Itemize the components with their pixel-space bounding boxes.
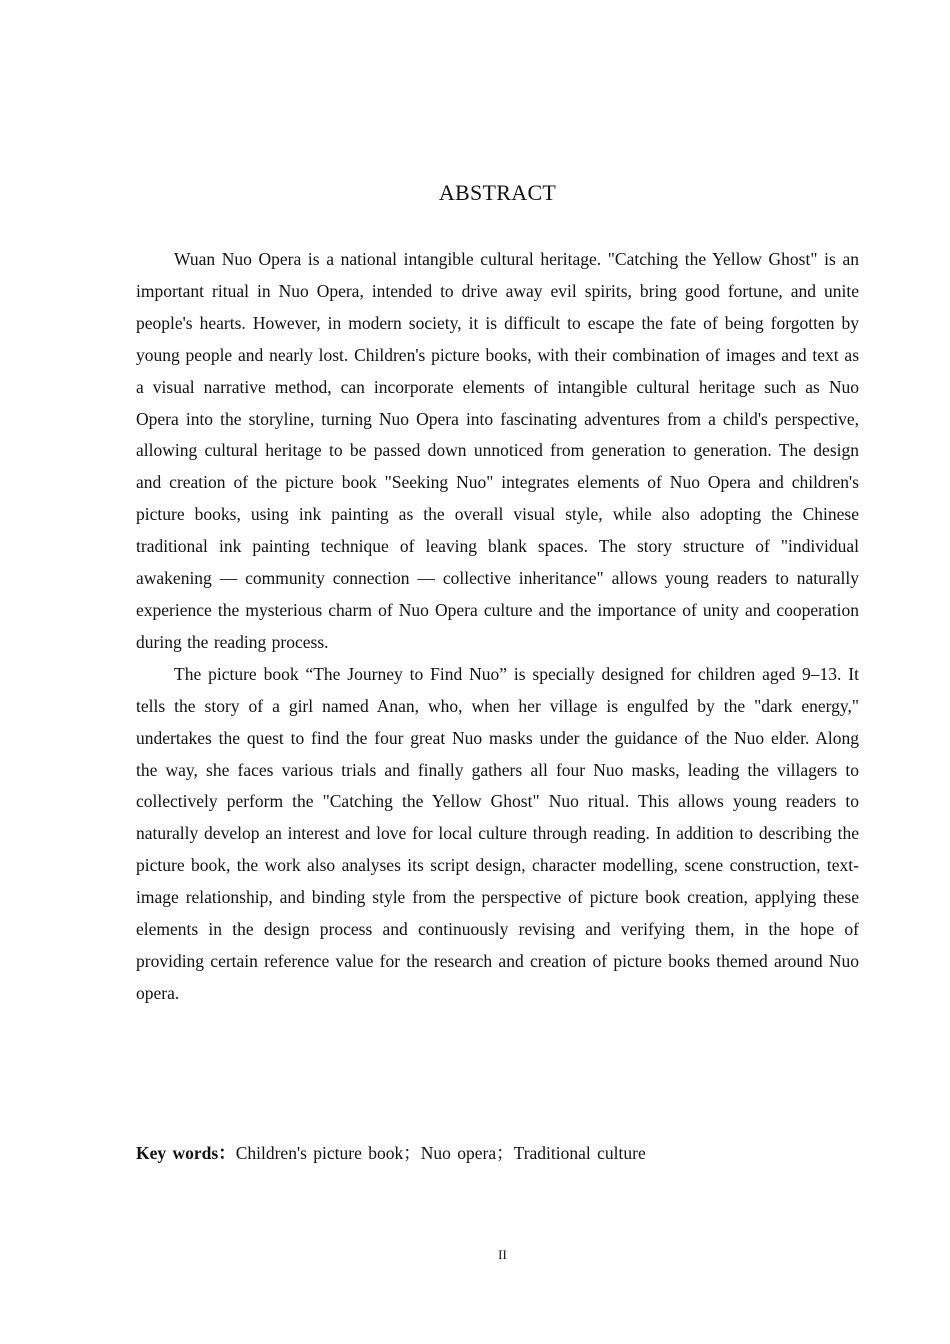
keywords-line: [136, 1138, 859, 1169]
abstract-body: [136, 244, 859, 1010]
page-number: II: [498, 1247, 507, 1262]
page-title: ABSTRACT: [438, 180, 557, 205]
keywords-list: Children's picture book；Nuo opera；Traditional culture: [235, 1143, 646, 1163]
keywords-label: Key words：: [136, 1143, 236, 1163]
abstract-paragraph-1: Wuan Nuo Opera is a national intangible cultural heritage. "Catching the Yellow Ghost" is an important ritual in Nuo Opera, intended to drive away evil spirits, bring good fortune, and unite people's hearts. However, in modern society, it is difficult to escape the fate of being forgotten by young people and nearly lost. Children's picture books, with their combination of images and text as a visual narrative method, can incorporate elements of intangible cultural heritage such as Nuo Opera into the storyline, turning Nuo Opera into fascinating adventures from a child's perspective, allowing cultural heritage to be passed down unnoticed from generation to generation. The design and creation of the picture book "Seeking Nuo" integrates elements of Nuo Opera and children's picture books, using ink painting as the overall visual style, while also adopting the Chinese traditional ink painting technique of leaving blank spaces. The story structure of "individual awakening — community connection — collective inheritance" allows young readers to naturally experience the mysterious charm of Nuo Opera culture and the importance of unity and cooperation during the reading process.: [136, 249, 859, 652]
abstract-paragraph-2: The picture book “The Journey to Find Nuo” is specially designed for children aged 9–13. It tells the story of a girl named Anan, who, when her village is engulfed by the "dark energy," undertakes the quest to find the four great Nuo masks under the guidance of the Nuo elder. Along the way, she faces various trials and finally gathers all four Nuo masks, leading the villagers to collectively perform the "Catching the Yellow Ghost" Nuo ritual. This allows young readers to naturally develop an interest and love for local culture through reading. In addition to describing the picture book, the work also analyses its script design, character modelling, scene construction, text-image relationship, and binding style from the perspective of picture book creation, applying these elements in the design process and continuously revising and verifying them, in the hope of providing certain reference value for the research and creation of picture books themed around Nuo opera.: [136, 663, 859, 1003]
